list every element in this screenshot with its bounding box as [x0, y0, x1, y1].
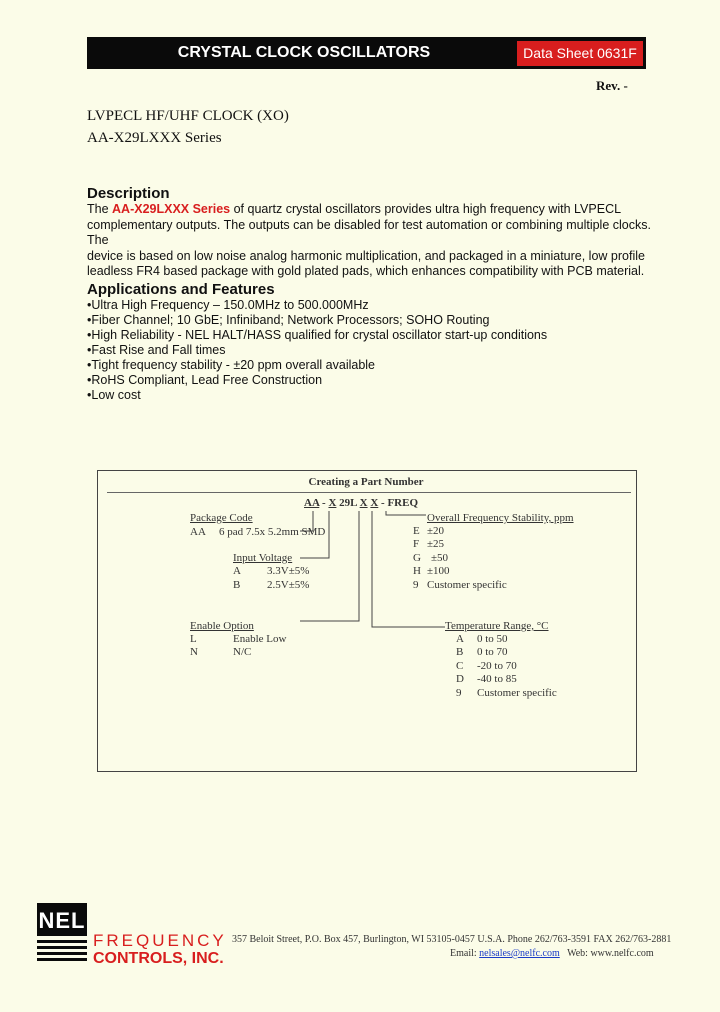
email-link[interactable]: nelsales@nelfc.com: [479, 948, 560, 959]
description-text: The AA-X29LXXX Series of quartz crystal oscillators provides ultra high frequency with LVPECL complementary outputs. The outputs can be disabled for test automation or combining multiple clocks. The device is based on low noise analog harmonic multiplication, and packaged in a miniature, low profile leadless FR4 based package with gold plated pads, which enhances compatibility with PCB material.: [87, 202, 651, 278]
description-heading: Description: [87, 185, 170, 202]
voltage-heading: Input Voltage: [233, 552, 293, 564]
list-item: • RoHS Compliant, Lead Free Construction: [87, 373, 547, 388]
stability-heading: Overall Frequency Stability, ppm: [427, 512, 574, 524]
company-address: 357 Beloit Street, P.O. Box 457, Burlington, WI 53105-0457 U.S.A. Phone 262/763-3591 FAX 262/763-2881: [232, 934, 672, 945]
brand-controls: CONTROLS, INC.: [93, 950, 224, 967]
nel-logo: NEL: [37, 903, 87, 963]
product-subtitle: LVPECL HF/UHF CLOCK (XO): [87, 108, 289, 124]
company-contact: Email: nelsales@nelfc.com Web: www.nelfc.com: [450, 948, 654, 959]
enable-heading: Enable Option: [190, 620, 254, 632]
list-item: • Tight frequency stability - ±20 ppm overall available: [87, 358, 547, 373]
package-heading: Package Code: [190, 512, 253, 524]
temperature-heading: Temperature Range, °C: [445, 620, 549, 632]
list-item: • Ultra High Frequency – 150.0MHz to 500.000MHz: [87, 298, 547, 313]
list-item: • Low cost: [87, 388, 547, 403]
web-link[interactable]: www.nelfc.com: [590, 948, 654, 959]
part-code: AA - X 29L X X - FREQ: [304, 497, 419, 509]
features-heading: Applications and Features: [87, 281, 275, 298]
series-title: AA-X29LXXX Series: [87, 130, 222, 146]
page-title: CRYSTAL CLOCK OSCILLATORS: [177, 44, 431, 61]
revision: Rev. -: [596, 78, 628, 93]
datasheet-badge: Data Sheet 0631F: [517, 41, 643, 66]
part-number-title: Creating a Part Number: [308, 476, 424, 488]
brand-frequency: FREQUENCY: [93, 931, 227, 950]
list-item: • High Reliability - NEL HALT/HASS qualified for crystal oscillator start-up conditions: [87, 328, 547, 343]
list-item: • Fiber Channel; 10 GbE; Infiniband; Network Processors; SOHO Routing: [87, 313, 547, 328]
series-name: AA-X29LXXX Series: [112, 202, 231, 216]
list-item: • Fast Rise and Fall times: [87, 343, 547, 358]
